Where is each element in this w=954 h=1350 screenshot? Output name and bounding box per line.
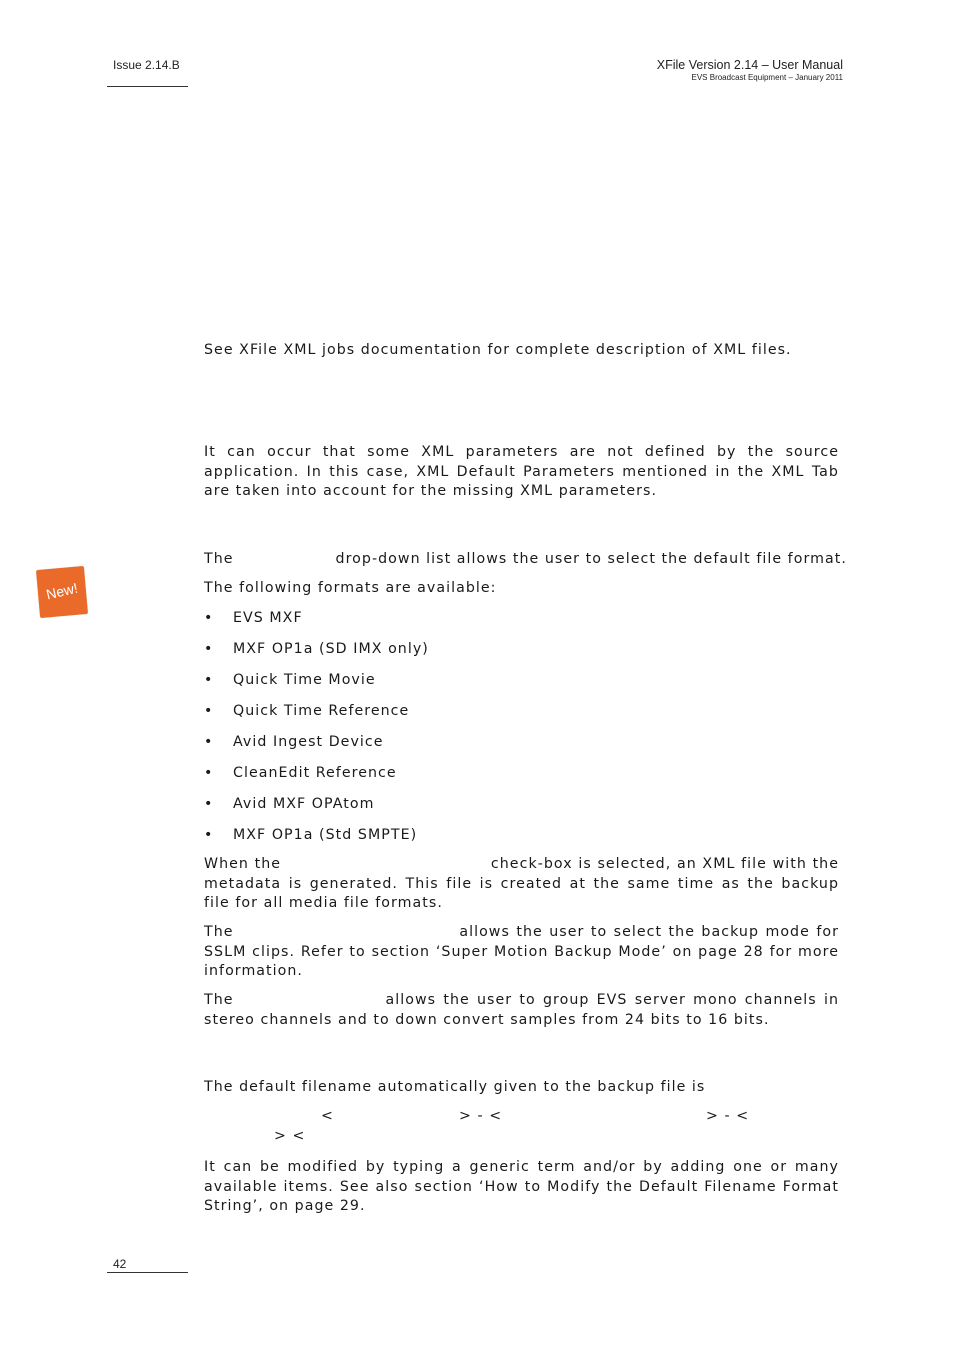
footer-rule — [107, 1272, 188, 1273]
xml-doc-note: See XFile XML jobs documentation for complete description of XML files. — [204, 342, 792, 358]
header-title-block — [657, 57, 843, 83]
filename-format-part-1: < — [321, 1108, 334, 1124]
formats-label: The following formats are available: — [204, 580, 497, 596]
bullet-dot: • — [204, 827, 214, 843]
page-number: 42 — [113, 1257, 127, 1271]
xml-defaults-paragraph: It can occur that some XML parameters are not defined by the source application. In this case, XML Default Parameters mentioned in the XML Tab are taken into account for the missing XML parameters. — [204, 444, 839, 500]
bullet-dot: • — [204, 796, 214, 812]
bullet-dot: • — [204, 641, 214, 657]
bullet-dot: • — [204, 672, 214, 688]
bullet-dot: • — [204, 610, 214, 626]
header-subtitle: EVS Broadcast Equipment – January 2011 — [691, 73, 843, 82]
format-intro — [204, 550, 847, 570]
xml-checkbox-paragraph: When the check-box is selected, an XML file with the metadata is generated. This file is created at the same time as the backup file for all media file formats. — [204, 856, 845, 912]
bullet-dot: • — [204, 765, 214, 781]
audio-paragraph: The allows the user to group EVS server mono channels in stereo channels and to down convert samples from 24 bits to 16 bits. — [204, 992, 845, 1028]
bullet-dot: • — [204, 734, 214, 750]
header-issue: Issue 2.14.B — [113, 58, 180, 72]
filename-intro: The default filename automatically given to the backup file is — [204, 1079, 706, 1095]
new-badge-label: New! — [44, 579, 80, 603]
bullet-dot: • — [204, 703, 214, 719]
filename-format-part-3: > - < — [706, 1108, 750, 1124]
filename-format-part-4: > < — [274, 1128, 306, 1144]
sslm-mode-paragraph: The allows the user to select the backup mode for SSLM clips. Refer to section ‘Super Motion Backup Mode’ on page 28 for more information. — [204, 924, 845, 980]
modify-paragraph: It can be modified by typing a generic term and/or by adding one or many available items. See also section ‘How to Modify the Default Filename Format String’, on page 29. — [204, 1159, 839, 1215]
format-intro-start: The — [204, 551, 234, 567]
filename-format-part-2: > - < — [459, 1108, 503, 1124]
new-badge — [36, 566, 88, 618]
header-title: XFile Version 2.14 – User Manual — [656, 58, 843, 72]
header-rule — [107, 86, 188, 87]
format-intro-end: drop-down list allows the user to select the default file format. — [335, 551, 847, 567]
